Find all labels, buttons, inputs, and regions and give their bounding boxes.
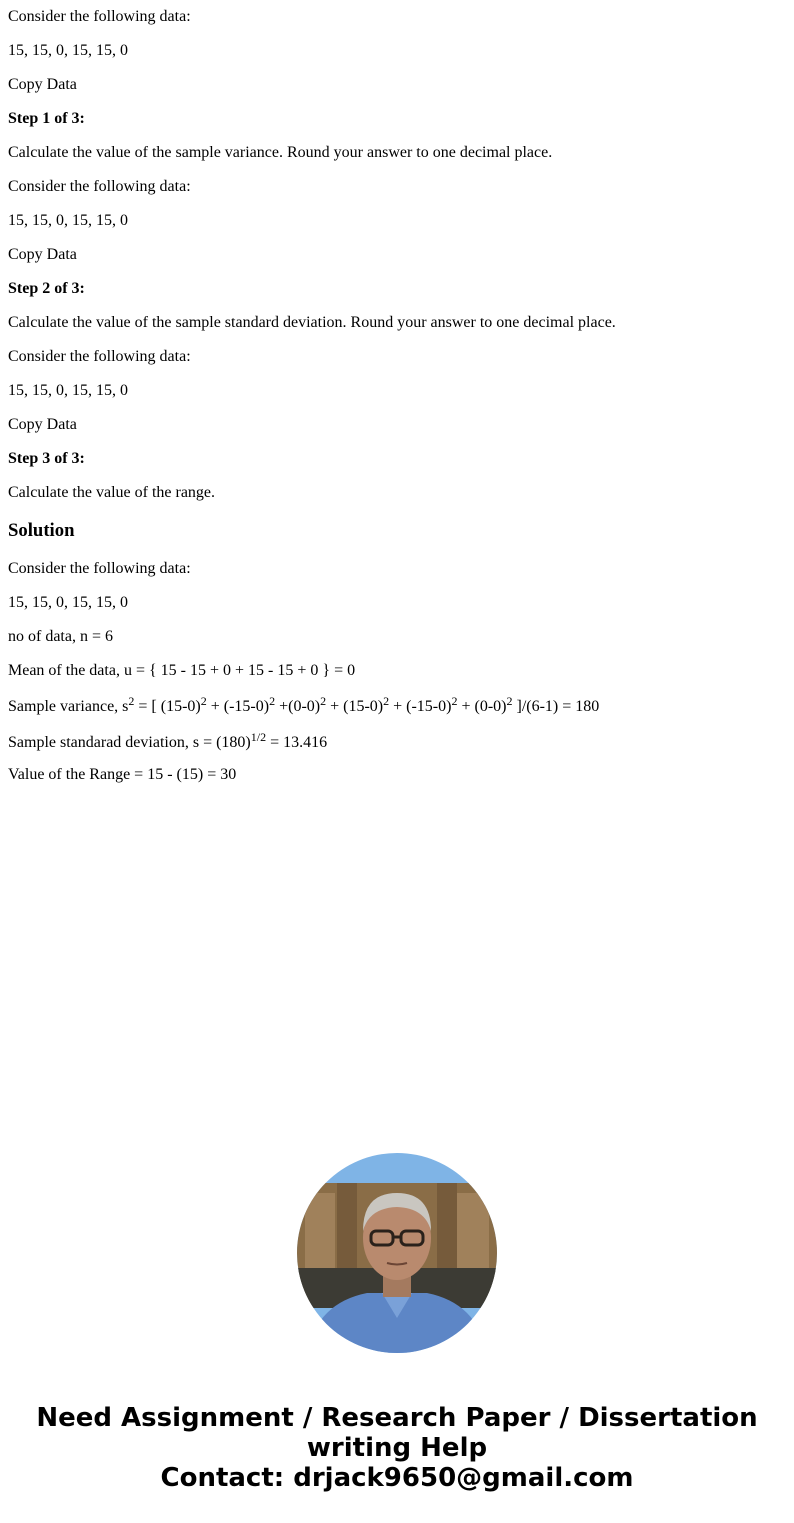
question-prompt: Calculate the value of the range. <box>8 484 216 501</box>
data-values: 15, 15, 0, 15, 15, 0 <box>8 42 128 59</box>
question-prompt: Calculate the value of the sample standard deviation. Round your answer to one decimal place. <box>8 314 616 331</box>
solution-heading: Solution <box>8 520 75 541</box>
promo-contact-line: Contact: drjack9650@gmail.com <box>160 1463 634 1493</box>
author-avatar <box>297 1153 497 1353</box>
data-values: 15, 15, 0, 15, 15, 0 <box>8 212 128 229</box>
question-intro: Consider the following data: <box>8 178 191 195</box>
copy-data-label: Copy Data <box>8 416 77 433</box>
sample-size-line: no of data, n = 6 <box>8 628 113 645</box>
portrait-illustration <box>297 1153 497 1353</box>
promo-line-2: writing Help <box>306 1433 488 1463</box>
promo-banner <box>0 1403 794 1493</box>
data-values: 15, 15, 0, 15, 15, 0 <box>8 382 128 399</box>
question-intro: Consider the following data: <box>8 348 191 365</box>
solution-data-values: 15, 15, 0, 15, 15, 0 <box>8 594 128 611</box>
copy-data-label: Copy Data <box>8 246 77 263</box>
step-label: Step 3 of 3: <box>8 450 85 467</box>
question-intro: Consider the following data: <box>8 8 191 25</box>
mean-line: Mean of the data, u = { 15 - 15 + 0 + 15 - 15 + 0 } = 0 <box>8 662 356 679</box>
variance-line: Sample variance, $s^2$ = [ $(15-0)^2 + (-15-0)^2 +(0-0)^2 + (15-0)^2 + (-15-0)^2 + (0-0)^2$ ]/(6-1) = 180 <box>8 694 600 715</box>
step-label: Step 1 of 3: <box>8 110 85 127</box>
step-label: Step 2 of 3: <box>8 280 85 297</box>
document-body <box>8 0 786 784</box>
question-prompt: Calculate the value of the sample variance. Round your answer to one decimal place. <box>8 144 553 161</box>
solution-intro: Consider the following data: <box>8 560 191 577</box>
range-line: Value of the Range = 15 - (15) = 30 <box>8 766 237 783</box>
promo-line-1: Need Assignment / Research Paper / Dissertation <box>36 1403 758 1433</box>
copy-data-label: Copy Data <box>8 76 77 93</box>
stddev-line: Sample standarad deviation, $s = (180)^{1/2} = 13.416$ <box>8 730 328 751</box>
